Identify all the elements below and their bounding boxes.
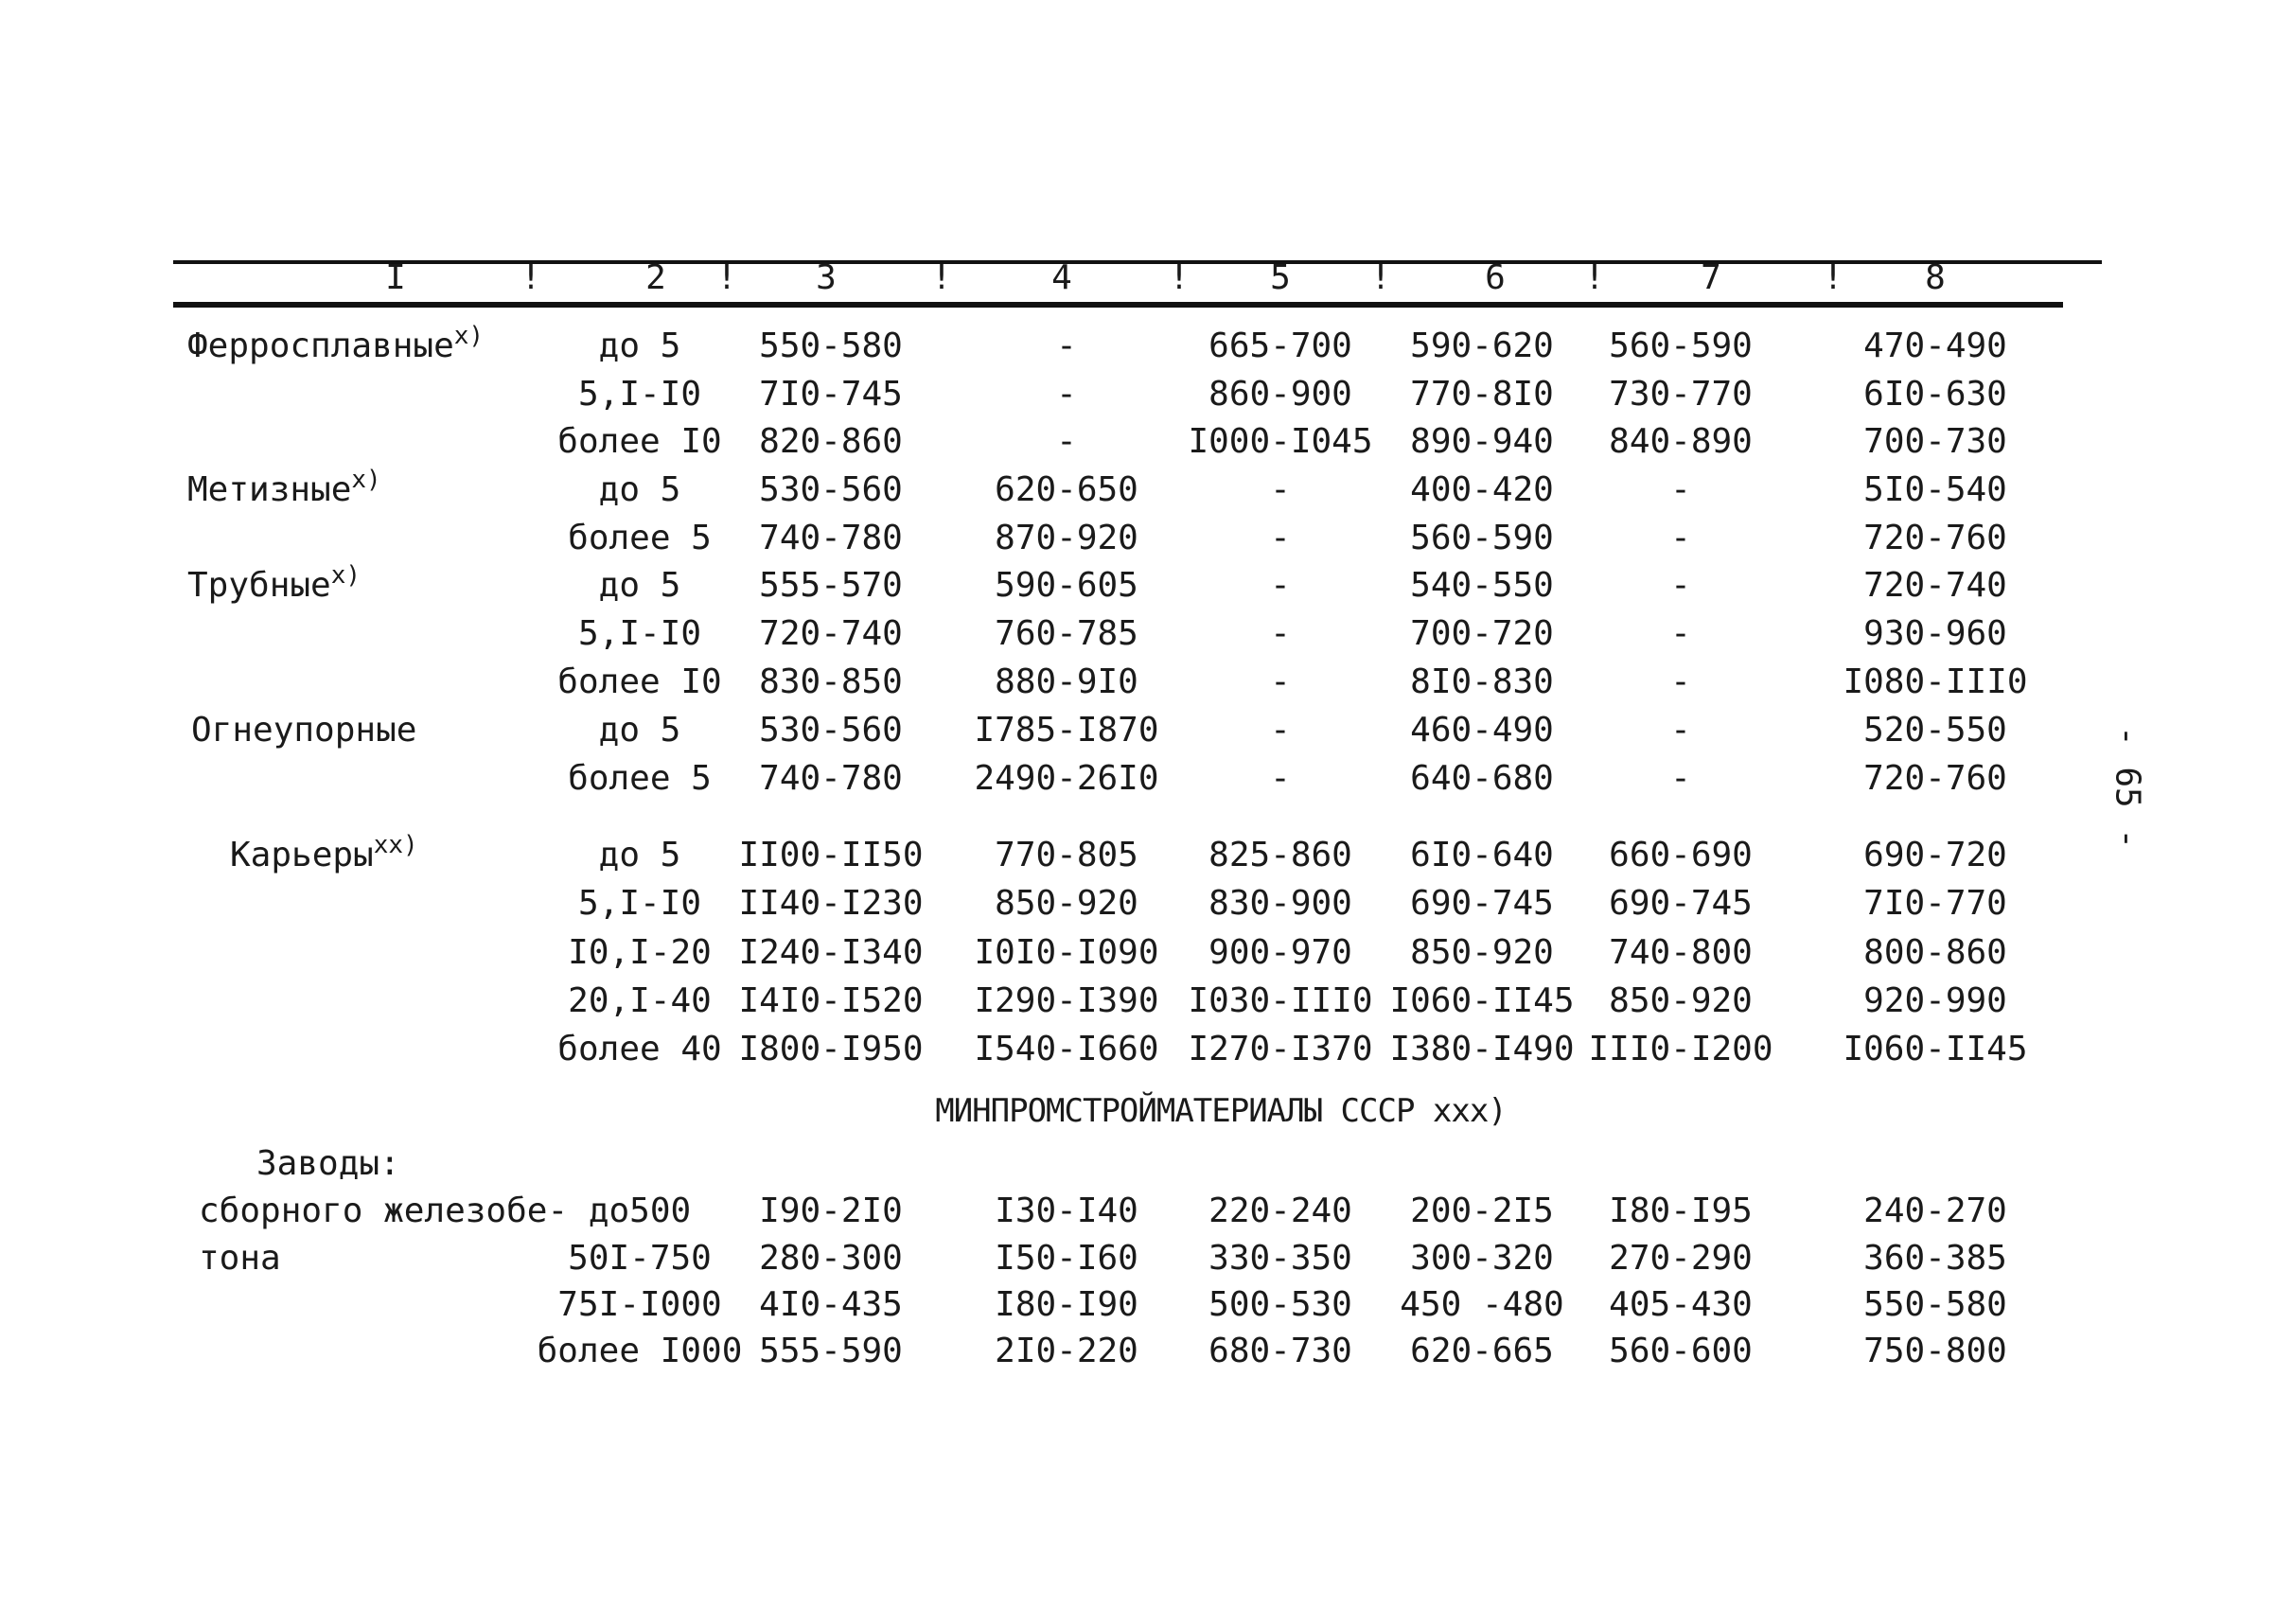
table-cell-col-8: 6I0-630 — [1863, 375, 2007, 414]
row-range-label: 20,I-40 — [568, 981, 712, 1020]
table-cell-col-3: 530-560 — [759, 711, 903, 750]
label-pipe — [187, 561, 362, 607]
table-cell-col-3: I240-I340 — [738, 933, 924, 972]
table-cell-col-4: I30-I40 — [995, 1192, 1138, 1230]
table-cell-col-5: I000-I045 — [1188, 422, 1373, 461]
table-cell-col-5: 220-240 — [1208, 1192, 1352, 1230]
table-cell-col-5: 830-900 — [1208, 884, 1352, 923]
label-refractory — [191, 710, 416, 751]
label-precast-2-text: тона — [199, 1239, 281, 1278]
table-cell-col-4: I290-I390 — [974, 981, 1159, 1020]
table-cell-col-7: - — [1670, 614, 1691, 653]
label-pipe-text: Трубные — [187, 566, 331, 605]
table-cell-col-6: I380-I490 — [1389, 1030, 1575, 1068]
table-cell-col-8: 5I0-540 — [1863, 470, 2007, 509]
table-cell-col-6: 6I0-640 — [1410, 836, 1554, 874]
table-cell-col-8: 700-730 — [1863, 422, 2007, 461]
label-ferroalloy-text: Ферросплавные — [187, 327, 454, 365]
table-cell-col-5: 680-730 — [1208, 1332, 1352, 1370]
row-range-label: до500 — [588, 1192, 692, 1230]
table-cell-col-7: 560-590 — [1609, 327, 1753, 365]
table-cell-col-8: 240-270 — [1863, 1192, 2007, 1230]
table-cell-col-8: 720-740 — [1863, 566, 2007, 605]
table-cell-col-3: 280-300 — [759, 1239, 903, 1278]
table-cell-col-5: 825-860 — [1208, 836, 1352, 874]
table-cell-col-5: - — [1270, 519, 1291, 557]
label-precast-1 — [199, 1191, 568, 1232]
table-cell-col-5: 500-530 — [1208, 1285, 1352, 1324]
label-ferroalloy — [187, 322, 485, 367]
table-cell-col-5: - — [1270, 614, 1291, 653]
table-cell-col-4: - — [1056, 422, 1077, 461]
table-cell-col-3: I800-I950 — [738, 1030, 924, 1068]
top-rule — [173, 260, 2102, 264]
table-cell-col-7: 690-745 — [1609, 884, 1753, 923]
header-separator: ! — [520, 258, 541, 297]
table-cell-col-6: 850-920 — [1410, 933, 1554, 972]
row-range-label: более 5 — [568, 519, 712, 557]
table-cell-col-7: - — [1670, 711, 1691, 750]
table-cell-col-6: 690-745 — [1410, 884, 1554, 923]
table-cell-col-4: 760-785 — [995, 614, 1138, 653]
header-col-6: 6 — [1485, 258, 1506, 297]
table-cell-col-3: 740-780 — [759, 519, 903, 557]
table-cell-col-8: 690-720 — [1863, 836, 2007, 874]
label-refractory-text: Огнеупорные — [191, 711, 417, 750]
table-cell-col-7: III0-I200 — [1588, 1030, 1773, 1068]
table-cell-col-6: 590-620 — [1410, 327, 1554, 365]
label-hardware — [187, 466, 381, 511]
row-range-label: до 5 — [598, 470, 681, 509]
table-cell-col-7: 850-920 — [1609, 981, 1753, 1020]
header-bottom-rule — [173, 302, 2063, 308]
table-cell-col-6: 640-680 — [1410, 759, 1554, 798]
table-cell-col-5: - — [1270, 662, 1291, 701]
table-cell-col-6: 770-8I0 — [1410, 375, 1554, 414]
table-cell-col-4: I0I0-I090 — [974, 933, 1159, 972]
table-cell-col-3: 830-850 — [759, 662, 903, 701]
header-col-3: 3 — [816, 258, 837, 297]
row-range-label: I0,I-20 — [568, 933, 712, 972]
row-range-label: 5,I-I0 — [577, 375, 702, 414]
row-range-label: более I0 — [557, 662, 722, 701]
table-cell-col-3: 530-560 — [759, 470, 903, 509]
table-cell-col-7: - — [1670, 470, 1691, 509]
table-cell-col-8: 550-580 — [1863, 1285, 2007, 1324]
label-precast-2 — [199, 1238, 281, 1280]
table-cell-col-4: I80-I90 — [995, 1285, 1138, 1324]
table-cell-col-4: 620-650 — [995, 470, 1138, 509]
table-cell-col-3: 555-590 — [759, 1332, 903, 1370]
table-cell-col-3: 720-740 — [759, 614, 903, 653]
table-cell-col-6: 400-420 — [1410, 470, 1554, 509]
header-col-1: I — [385, 258, 406, 297]
header-separator: ! — [1370, 258, 1391, 297]
label-quarries-footnote: xx) — [373, 831, 418, 859]
table-cell-col-4: I540-I660 — [974, 1030, 1159, 1068]
table-cell-col-7: - — [1670, 566, 1691, 605]
header-separator: ! — [716, 258, 737, 297]
table-cell-col-6: 8I0-830 — [1410, 662, 1554, 701]
row-range-label: более I000 — [537, 1332, 743, 1370]
table-cell-col-6: I060-II45 — [1389, 981, 1575, 1020]
label-plants-text: Заводы: — [256, 1144, 400, 1183]
table-cell-col-5: - — [1270, 566, 1291, 605]
table-cell-col-3: I90-2I0 — [759, 1192, 903, 1230]
table-cell-col-7: 730-770 — [1609, 375, 1753, 414]
table-cell-col-6: 540-550 — [1410, 566, 1554, 605]
table-cell-col-3: 550-580 — [759, 327, 903, 365]
table-cell-col-4: 850-920 — [995, 884, 1138, 923]
table-cell-col-4: - — [1056, 327, 1077, 365]
table-cell-col-8: 930-960 — [1863, 614, 2007, 653]
row-range-label: 5,I-I0 — [577, 884, 702, 923]
table-cell-col-4: 590-605 — [995, 566, 1138, 605]
table-cell-col-6: 560-590 — [1410, 519, 1554, 557]
table-cell-col-7: 840-890 — [1609, 422, 1753, 461]
table-cell-col-6: 890-940 — [1410, 422, 1554, 461]
table-cell-col-6: 460-490 — [1410, 711, 1554, 750]
row-range-label: до 5 — [598, 566, 681, 605]
table-cell-col-5: 860-900 — [1208, 375, 1352, 414]
table-cell-col-4: - — [1056, 375, 1077, 414]
header-separator: ! — [1584, 258, 1605, 297]
table-cell-col-5: - — [1270, 470, 1291, 509]
table-cell-col-3: I4I0-I520 — [738, 981, 924, 1020]
table-cell-col-8: 800-860 — [1863, 933, 2007, 972]
table-cell-col-3: 820-860 — [759, 422, 903, 461]
header-col-2: 2 — [645, 258, 666, 297]
table-cell-col-4: 870-920 — [995, 519, 1138, 557]
label-hardware-text: Метизные — [187, 470, 352, 509]
table-cell-col-8: 750-800 — [1863, 1332, 2007, 1370]
table-cell-col-3: 4I0-435 — [759, 1285, 903, 1324]
row-range-label: более I0 — [557, 422, 722, 461]
header-col-5: 5 — [1270, 258, 1291, 297]
label-pipe-footnote: x) — [330, 561, 362, 590]
table-cell-col-5: I270-I370 — [1188, 1030, 1373, 1068]
table-cell-col-6: 200-2I5 — [1410, 1192, 1554, 1230]
table-cell-col-6: 300-320 — [1410, 1239, 1554, 1278]
table-cell-col-7: I80-I95 — [1609, 1192, 1753, 1230]
table-cell-col-7: 660-690 — [1609, 836, 1753, 874]
page-number: - 65 - — [2108, 725, 2147, 850]
table-cell-col-5: I030-III0 — [1188, 981, 1373, 1020]
label-plants — [256, 1143, 400, 1185]
table-cell-col-7: 270-290 — [1609, 1239, 1753, 1278]
table-cell-col-4: 880-9I0 — [995, 662, 1138, 701]
table-cell-col-5: - — [1270, 759, 1291, 798]
table-cell-col-7: 560-600 — [1609, 1332, 1753, 1370]
table-cell-col-6: 620-665 — [1410, 1332, 1554, 1370]
label-ferroalloy-footnote: x) — [453, 322, 485, 350]
row-range-label: более 40 — [557, 1030, 722, 1068]
table-cell-col-8: 920-990 — [1863, 981, 2007, 1020]
table-cell-col-5: 900-970 — [1208, 933, 1352, 972]
table-cell-col-3: 555-570 — [759, 566, 903, 605]
header-separator: ! — [1823, 258, 1843, 297]
table-cell-col-3: 7I0-745 — [759, 375, 903, 414]
table-cell-col-4: 2I0-220 — [995, 1332, 1138, 1370]
label-quarries-text: Карьеры — [230, 836, 374, 874]
table-cell-col-8: I060-II45 — [1843, 1030, 2028, 1068]
table-cell-col-8: 520-550 — [1863, 711, 2007, 750]
table-cell-col-4: 2490-26I0 — [974, 759, 1159, 798]
table-cell-col-5: 330-350 — [1208, 1239, 1352, 1278]
table-cell-col-7: - — [1670, 662, 1691, 701]
table-cell-col-8: 720-760 — [1863, 759, 2007, 798]
row-range-label: до 5 — [598, 836, 681, 874]
header-separator: ! — [931, 258, 952, 297]
table-cell-col-3: II00-II50 — [738, 836, 924, 874]
table-cell-col-5: - — [1270, 711, 1291, 750]
row-range-label: более 5 — [568, 759, 712, 798]
table-cell-col-8: 360-385 — [1863, 1239, 2007, 1278]
table-cell-col-7: 740-800 — [1609, 933, 1753, 972]
header-separator: ! — [1169, 258, 1190, 297]
table-cell-col-8: 470-490 — [1863, 327, 2007, 365]
table-cell-col-8: I080-III0 — [1843, 662, 2028, 701]
label-quarries — [230, 831, 418, 876]
table-cell-col-4: I785-I870 — [974, 711, 1159, 750]
table-cell-col-4: I50-I60 — [995, 1239, 1138, 1278]
row-range-label: до 5 — [598, 711, 681, 750]
table-cell-col-4: 770-805 — [995, 836, 1138, 874]
table-cell-col-7: - — [1670, 759, 1691, 798]
table-cell-col-8: 720-760 — [1863, 519, 2007, 557]
table-cell-col-7: 405-430 — [1609, 1285, 1753, 1324]
label-precast-1-text: сборного железобе- — [199, 1192, 569, 1230]
row-range-label: 5,I-I0 — [577, 614, 702, 653]
table-cell-col-5: 665-700 — [1208, 327, 1352, 365]
table-cell-col-8: 7I0-770 — [1863, 884, 2007, 923]
row-range-label: 75I-I000 — [557, 1285, 722, 1324]
header-col-8: 8 — [1925, 258, 1946, 297]
header-col-7: 7 — [1701, 258, 1721, 297]
row-range-label: до 5 — [598, 327, 681, 365]
table-cell-col-6: 700-720 — [1410, 614, 1554, 653]
table-cell-col-3: 740-780 — [759, 759, 903, 798]
table-cell-col-3: II40-I230 — [738, 884, 924, 923]
header-col-4: 4 — [1051, 258, 1072, 297]
row-range-label: 50I-750 — [568, 1239, 712, 1278]
label-hardware-footnote: x) — [351, 466, 381, 494]
table-cell-col-7: - — [1670, 519, 1691, 557]
table-cell-col-6: 450 -480 — [1400, 1285, 1564, 1324]
section-title: МИНПРОМСТРОЙМАТЕРИАЛЫ СССР xxx) — [935, 1092, 1507, 1130]
